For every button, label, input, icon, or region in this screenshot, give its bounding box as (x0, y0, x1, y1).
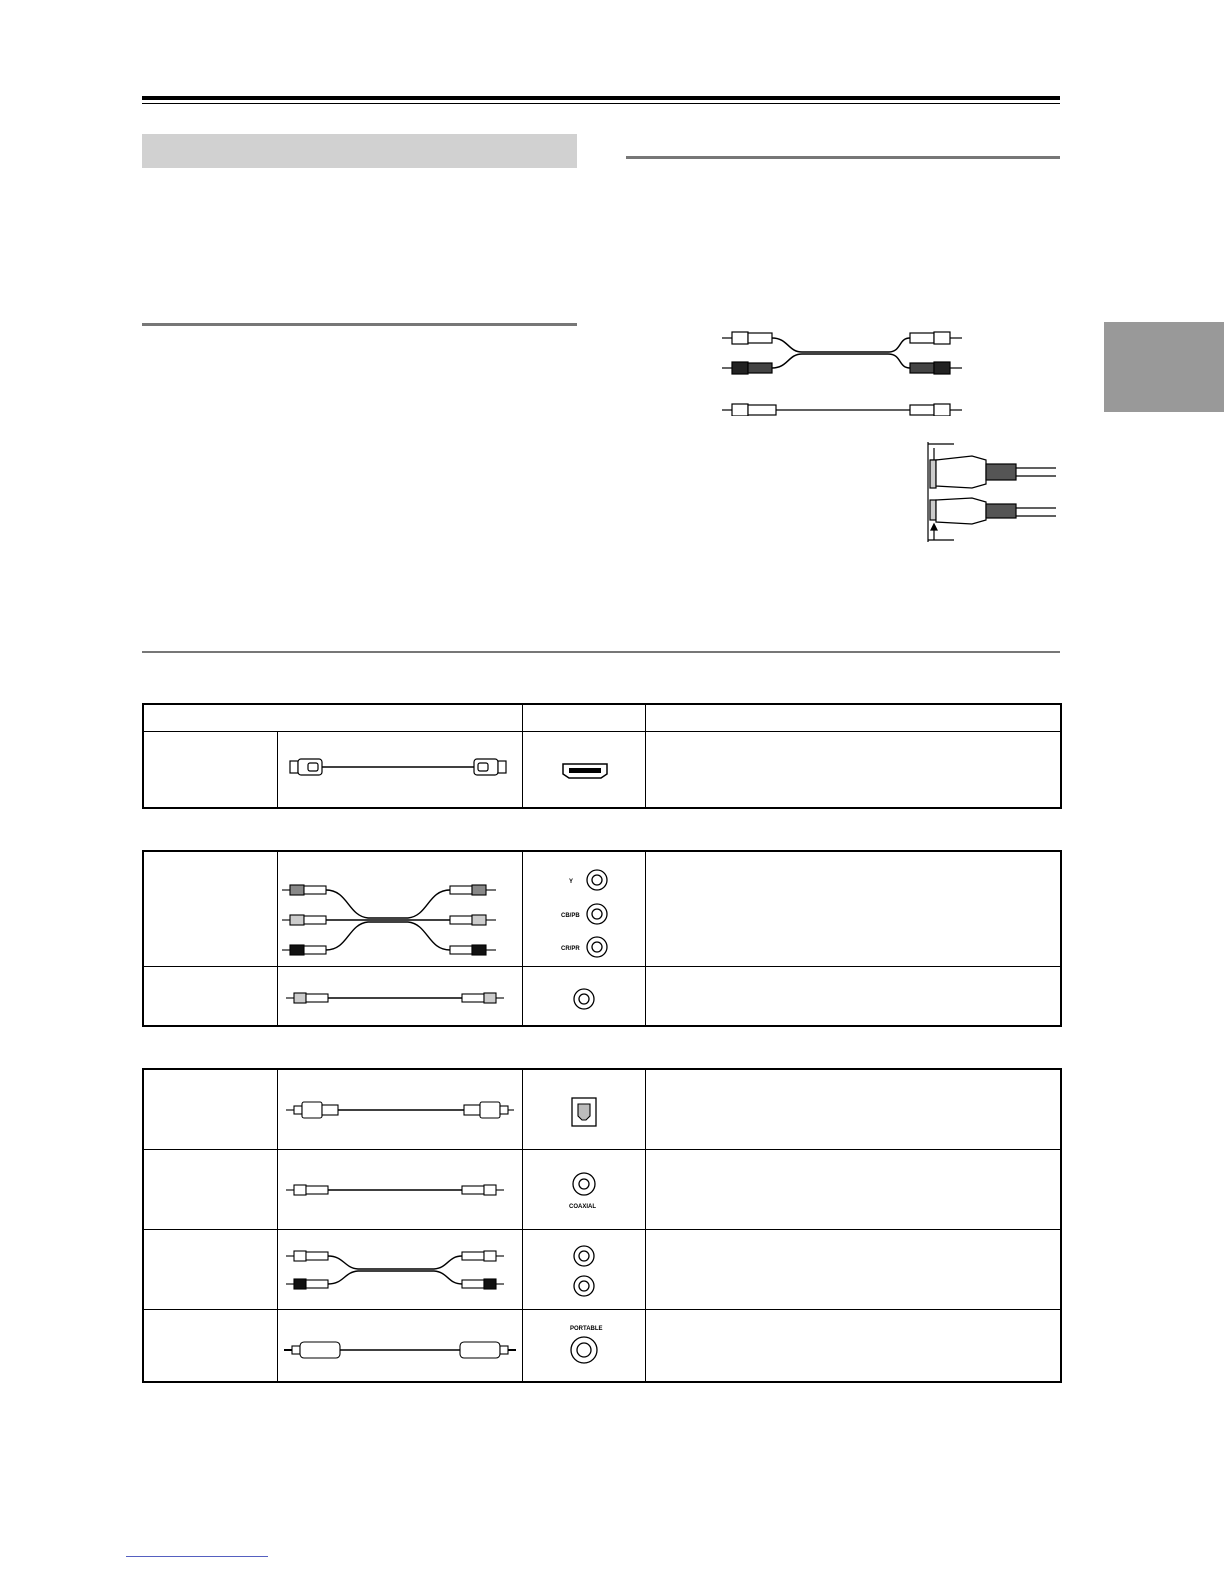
optical-jack-icon (523, 1070, 646, 1148)
header-description (645, 704, 1061, 732)
jack-label-portable: PORTABLE (569, 1325, 603, 1332)
row-label (143, 1149, 277, 1229)
hdmi-cable-icon (278, 732, 523, 806)
plug-insertion-illustration (918, 442, 1058, 544)
jack-cell (522, 1149, 645, 1229)
composite-video-jack-icon (523, 967, 646, 1025)
header-rule-thick (142, 96, 1060, 100)
portable-jack-icon (523, 1310, 646, 1381)
header-jack (522, 704, 645, 732)
jack-label-y: Y (568, 879, 573, 886)
jack-cell (522, 1309, 645, 1382)
coaxial-cable-icon (278, 1150, 523, 1228)
audio-connection-table (142, 1068, 1062, 1383)
row-label (143, 1069, 277, 1149)
jack-cell (522, 732, 645, 808)
table-row (143, 1309, 1061, 1382)
subsection-rule-left (142, 323, 577, 326)
minijack-cable-icon (278, 1310, 523, 1381)
cable-cell (277, 1309, 522, 1382)
table-row (143, 1069, 1061, 1149)
cable-cell (277, 1149, 522, 1229)
description-cell (645, 966, 1061, 1026)
description-cell (645, 1149, 1061, 1229)
jack-cell (522, 851, 645, 966)
jack-label-cr: CR/PR (560, 946, 580, 953)
table-row (143, 732, 1061, 808)
cable-cell (277, 1069, 522, 1149)
table-row (143, 851, 1061, 966)
hdmi-jack-icon (523, 732, 646, 806)
hdmi-connection-table (142, 703, 1062, 809)
table-row (143, 966, 1061, 1026)
subsection-rule-right (626, 156, 1060, 159)
jack-cell (522, 966, 645, 1026)
header-cable (143, 704, 522, 732)
composite-video-cable-icon (278, 967, 523, 1025)
cable-cell (277, 966, 522, 1026)
coaxial-jack-icon (523, 1150, 646, 1228)
table-row (143, 1229, 1061, 1309)
description-cell (645, 1069, 1061, 1149)
analog-audio-jacks-icon (523, 1230, 646, 1308)
table-row (143, 1149, 1061, 1229)
description-cell (645, 851, 1061, 966)
footer-link-underline[interactable] (126, 1556, 268, 1557)
analog-audio-cable-icon (278, 1230, 523, 1308)
cable-cell (277, 732, 522, 808)
video-connection-table (142, 850, 1062, 1027)
table-section-rule (142, 651, 1060, 653)
jack-cell (522, 1069, 645, 1149)
jack-cell (522, 1229, 645, 1309)
stereo-audio-cable-illustration (718, 326, 978, 416)
row-label (143, 1309, 277, 1382)
section-heading-band (142, 134, 577, 168)
description-cell (645, 1229, 1061, 1309)
description-cell (645, 1309, 1061, 1382)
cable-cell (277, 851, 522, 966)
table-header-row (143, 704, 1061, 732)
header-rule-thin (142, 103, 1060, 104)
row-label (143, 851, 277, 966)
jack-label-coaxial: COAXIAL (568, 1204, 596, 1210)
optical-cable-icon (278, 1070, 523, 1148)
row-label (143, 966, 277, 1026)
jack-label-cb: CB/PB (560, 913, 580, 920)
component-video-cable-icon (278, 852, 523, 965)
chapter-side-tab (1104, 322, 1224, 412)
row-label (143, 1229, 277, 1309)
component-video-jacks-icon (523, 852, 646, 965)
cable-cell (277, 1229, 522, 1309)
description-cell (645, 732, 1061, 808)
row-label (143, 732, 277, 808)
